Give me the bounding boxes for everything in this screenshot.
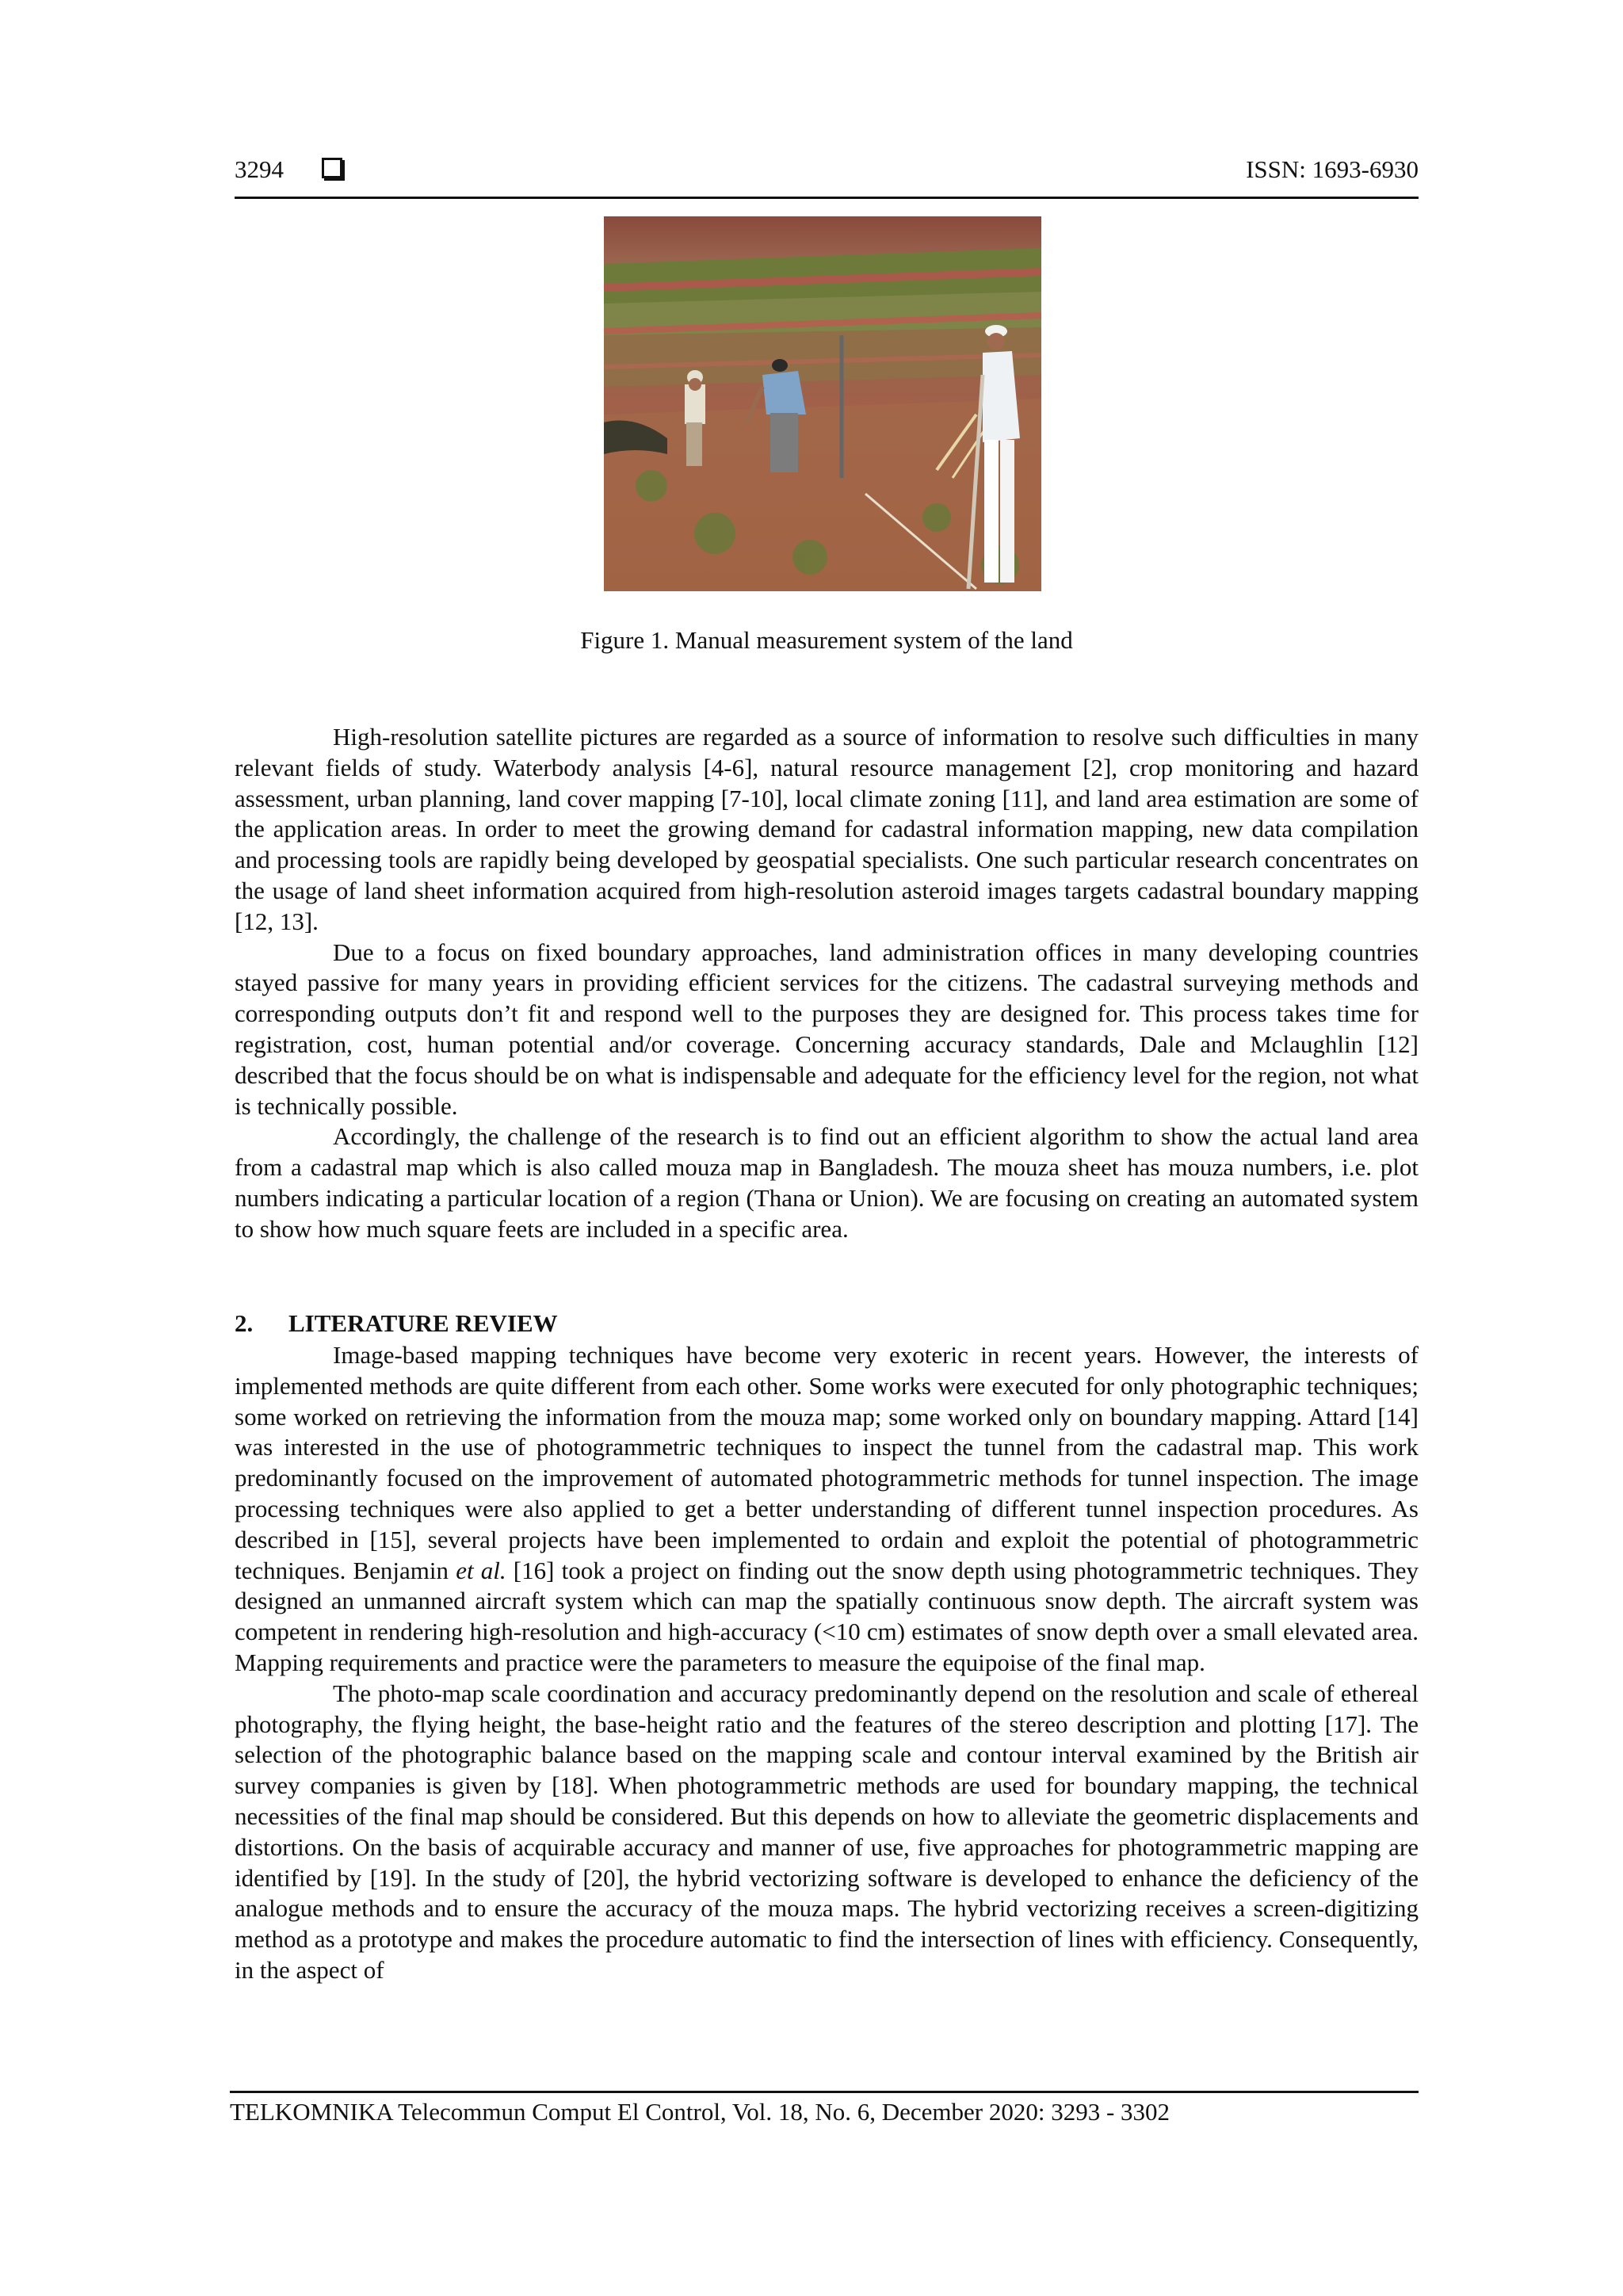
paragraph-text: [16] took a project on finding out the snow depth using photogrammetric techniques. They designed an unmanned aircraft system which can map the spatially continuous snow depth. The aircraft system was competent in rendering high-resolution and high-accuracy (<10 cm) estimates of snow depth over a small elevated area. Mapping requirements and practice were the parameters to measure the equipoise of the final map. [235, 1556, 1419, 1676]
literature-review-text [235, 1340, 1419, 1986]
figure-photo [604, 216, 1041, 591]
italic-text: et al. [456, 1556, 506, 1584]
figure-caption: Figure 1. Manual measurement system of the land [580, 626, 1073, 654]
paragraph [235, 1340, 1419, 1679]
paragraph: High-resolution satellite pictures are regarded as a source of information to resolve such difficulties in many relevant fields of study. Waterbody analysis [4-6], natural resource management [2], crop monitoring and hazard assessment, urban planning, land cover mapping [7-10], local climate zoning [11], and land area estimation are some of the application areas. In order to meet the growing demand for cadastral information mapping, new data compilation and processing tools are rapidly being developed by geospatial specialists. One such particular research concentrates on the usage of land sheet information acquired from high-resolution asteroid images targets cadastral boundary mapping [12, 13]. [235, 723, 1419, 935]
page-number: 3294 [235, 155, 284, 183]
paragraph: Accordingly, the challenge of the research is to find out an efficient algorithm to show the actual land area from a cadastral map which is also called mouza map in Bangladesh. The mouza sheet has mouza numbers, i.e. plot numbers indicating a particular location of a region (Thana or Union). We are focusing on creating an automated system to show how much square feets are included in a specific area. [235, 1122, 1419, 1243]
paragraph-text: Image-based mapping techniques have become very exoteric in recent years. However, the interests of implemented methods are quite different from each other. Some works were executed for only photographic techniques; some worked on retrieving the information from the mouza map; some worked only on boundary mapping. Attard [14] was interested in the use of photogrammetric techniques to inspect the tunnel from the cadastral map. This work predominantly focused on the improvement of automated photogrammetric methods for tunnel inspection. The image processing techniques were also applied to get a better understanding of different tunnel inspection procedures. As described in [15], several projects have been implemented to ordain and exploit the potential of photogrammetric techniques. Benjamin [235, 1341, 1419, 1584]
page-header [235, 155, 1419, 199]
footer-citation: TELKOMNIKA Telecommun Comput El Control, Vol. 18, No. 6, December 2020: 3293 - 3302 [230, 2098, 1170, 2126]
paragraph: The photo-map scale coordination and accuracy predominantly depend on the resolution and scale of ethereal photography, the flying height, the base-height ratio and the features of the stereo description and plotting [17]. The selection of the photographic balance based on the mapping scale and contour interval examined by the British air survey companies is given by [18]. When photogrammetric methods are used for boundary mapping, the technical necessities of the final map should be considered. But this depends on how to alleviate the geometric displacements and distortions. On the basis of acquirable accuracy and manner of use, five approaches for photogrammetric mapping are identified by [19]. In the study of [20], the hybrid vectorizing software is developed to enhance the deficiency of the analogue methods and to ensure the accuracy of the mouza maps. The hybrid vectorizing receives a screen-digitizing method as a prototype and makes the procedure automatic to find the intersection of lines with efficiency. Consequently, in the aspect of [235, 1679, 1419, 1984]
section-heading [235, 1309, 1419, 1338]
paragraph: Due to a focus on fixed boundary approaches, land administration offices in many developing countries stayed passive for many years in providing efficient services for the citizens. The cadastral surveying methods and corresponding outputs don’t fit and respond well to the purposes they are designed for. This process takes time for registration, cost, human potential and/or coverage. Concerning accuracy standards, Dale and Mclaughlin [12] described that the focus should be on what is indispensable and adequate for the efficiency level for the region, not what is technically possible. [235, 938, 1419, 1120]
issn: ISSN: 1693-6930 [1246, 155, 1419, 183]
section-number: 2. [235, 1309, 254, 1337]
page-footer [230, 2091, 1419, 2126]
intro-text [235, 722, 1419, 1245]
field-survey-photo [604, 216, 1041, 591]
square-icon [322, 158, 342, 178]
section-title: LITERATURE REVIEW [288, 1309, 558, 1337]
